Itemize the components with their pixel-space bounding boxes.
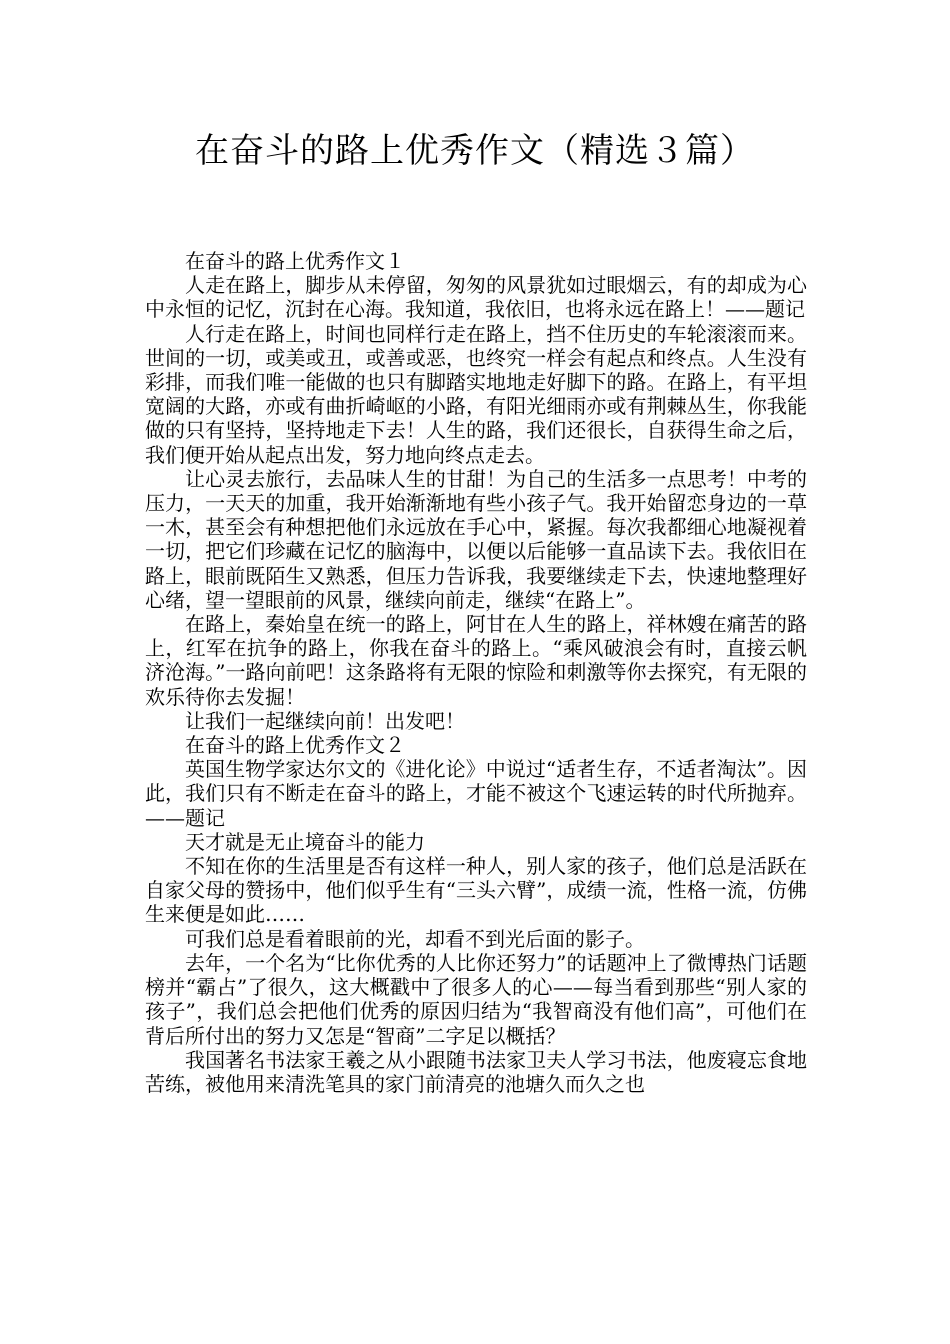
paragraph: 人行走在路上，时间也同样行走在路上，挡不住历史的车轮滚滚而来。世间的一切，或美或丑，或善或恶，也终究一样会有起点和终点。人生没有彩排，而我们唯一能做的也只有脚踏实地地走好脚下的路。在路上，有平坦宽阔的大路，亦或有曲折崎岖的小路，有阳光细雨亦或有荆棘丛生，你我能做的只有坚持，坚持地走下去！人生的路，我们还很长，自获得生命之后，我们便开始从起点出发，努力地向终点走去。 bbox=[145, 321, 807, 467]
section-heading-2: 在奋斗的路上优秀作文２ bbox=[185, 733, 405, 758]
paragraph: 去年，一个名为“比你优秀的人比你还努力”的话题冲上了微博热门话题榜并“霸占”了很久，这大概戳中了很多人的心——每当看到那些“别人家的孩子”，我们总会把他们优秀的原因归结为“我智商没有他们高”，可他们在背后所付出的努力又怎是“智商”二字足以概括？ bbox=[145, 950, 807, 1048]
paragraph: 让我们一起继续向前！出发吧！ bbox=[185, 708, 465, 733]
paragraph-epigraph-2: 英国生物学家达尔文的《进化论》中说过“适者生存，不适者淘汰”。因此，我们只有不断走在奋斗的路上，才能不被这个飞速运转的时代所抛弃。——题记 bbox=[145, 757, 807, 830]
section-heading-1: 在奋斗的路上优秀作文１ bbox=[185, 249, 405, 273]
paragraph: 让心灵去旅行，去品味人生的甘甜！为自己的生活多一点思考！中考的压力，一天天的加重，我开始渐渐地有些小孩子气。我开始留恋身边的一草一木，甚至会有种想把他们永远放在手心中，紧握。每次我都细心地凝视着一切，把它们珍藏在记忆的脑海中，以便以后能够一直品读下去。我依旧在路上，眼前既陌生又熟悉，但压力告诉我，我要继续走下去，快速地整理好心绪，望一望眼前的风景，继续向前走，继续“在路上”。 bbox=[145, 466, 807, 612]
paragraph-epigraph-1: 人走在路上，脚步从未停留，匆匆的风景犹如过眼烟云，有的却成为心中永恒的记忆，沉封在心海。我知道，我依旧，也将永远在路上！——题记 bbox=[145, 273, 807, 322]
paragraph: 在路上，秦始皇在统一的路上，阿甘在人生的路上，祥林嫂在痛苦的路上，红军在抗争的路上，你我在奋斗的路上。“乘风破浪会有时，直接云帆济沧海。”一路向前吧！这条路将有无限的惊险和刺激等你去探究，有无限的欢乐待你去发掘！ bbox=[145, 612, 807, 709]
subheading: 天才就是无止境奋斗的能力 bbox=[185, 829, 425, 854]
paragraph: 不知在你的生活里是否有这样一种人，别人家的孩子，他们总是活跃在自家父母的赞扬中，他们似乎生有“三头六臂”，成绩一流，性格一流，仿佛生来便是如此…… bbox=[145, 854, 807, 927]
document-title: 在奋斗的路上优秀作文（精选３篇） bbox=[195, 131, 755, 171]
paragraph: 可我们总是看着眼前的光，却看不到光后面的影子。 bbox=[185, 926, 645, 951]
document-body bbox=[145, 249, 807, 1096]
paragraph: 我国著名书法家王羲之从小跟随书法家卫夫人学习书法，他废寝忘食地苦练，被他用来清洗笔具的家门前清亮的池塘久而久之也 bbox=[145, 1047, 807, 1096]
